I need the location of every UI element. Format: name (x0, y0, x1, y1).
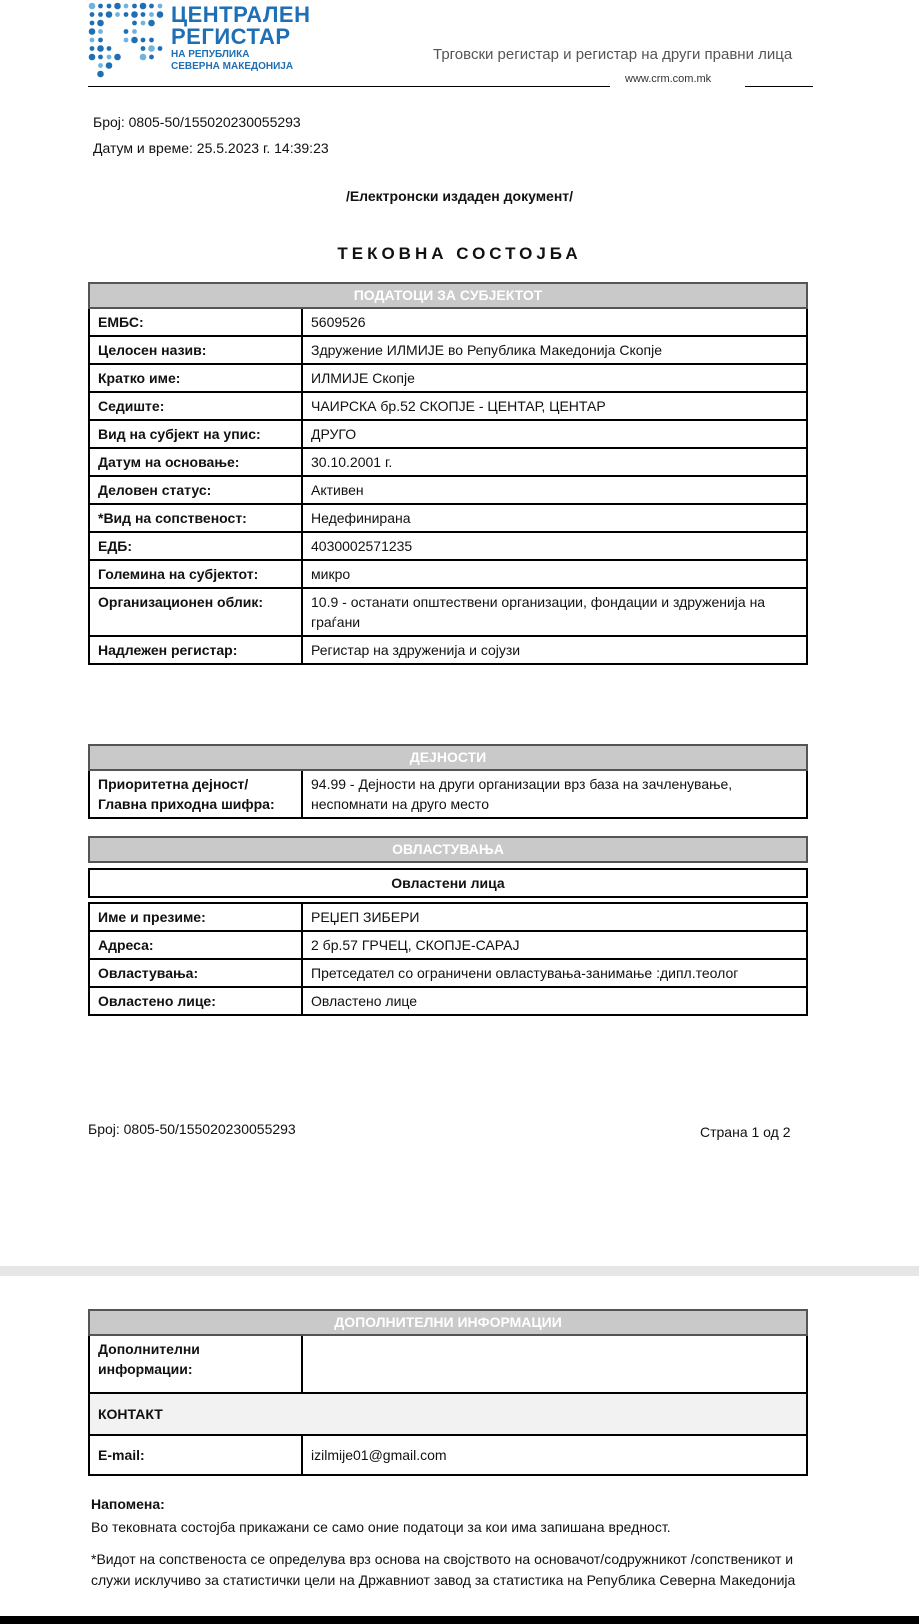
row-label: Овластувања: (89, 959, 302, 987)
table-row (89, 420, 807, 448)
row-value: ИЛМИЈЕ Скопје (302, 364, 807, 392)
table-row (89, 1335, 807, 1393)
table-row (89, 1393, 807, 1435)
contact-heading: КОНТАКТ (89, 1393, 807, 1435)
row-value: Регистар на здруженија и сојузи (302, 636, 807, 664)
row-value: Претседател со ограничени овластувања-занимање :дипл.теолог (302, 959, 807, 987)
row-label: Организационен облик: (89, 588, 302, 636)
authorizations-section-header: ОВЛАСТУВАЊА (89, 837, 807, 862)
table-row (89, 1435, 807, 1475)
row-label: Адреса: (89, 931, 302, 959)
logo-title-line2: РЕГИСТАР (171, 24, 291, 49)
table-row (89, 364, 807, 392)
document-number: Број: 0805-50/155020230055293 (93, 114, 301, 130)
table-row (89, 504, 807, 532)
row-label: Датум на основање: (89, 448, 302, 476)
row-label: Големина на субјектот: (89, 560, 302, 588)
table-row (89, 931, 807, 959)
row-value: 5609526 (302, 308, 807, 336)
activity-label-line1: Приоритетна дејност/ (98, 776, 249, 792)
note-ownership-text: *Видот на сопственоста се определува врз основа на својството на основачот/содружникот /сопственикот и служи исклучиво за статистички цели на Државниот завод за статистика на Република Северна Македонија (91, 1551, 796, 1588)
additional-info-label (89, 1335, 302, 1393)
footer-document-number: Број: 0805-50/155020230055293 (88, 1121, 296, 1137)
additional-info-section-header: ДОПОЛНИТЕЛНИ ИНФОРМАЦИИ (89, 1310, 807, 1335)
email-label: E-mail: (89, 1435, 302, 1475)
table-row (89, 903, 807, 931)
table-row (89, 308, 807, 336)
row-value: 30.10.2001 г. (302, 448, 807, 476)
row-label: Деловен статус: (89, 476, 302, 504)
row-label: ЕДБ: (89, 532, 302, 560)
logo-subtitle-line1: НА РЕПУБЛИКА (171, 49, 250, 60)
row-value: 4030002571235 (302, 532, 807, 560)
row-value: Активен (302, 476, 807, 504)
email-value: izilmije01@gmail.com (302, 1435, 807, 1475)
logo-title-line1: ЦЕНТРАЛЕН (171, 2, 311, 27)
row-value: Здружение ИЛМИЈЕ во Република Македонија Скопје (302, 336, 807, 364)
subject-section-header: ПОДАТОЦИ ЗА СУБЈЕКТОТ (89, 283, 807, 308)
row-value: ДРУГО (302, 420, 807, 448)
row-value: РЕЏЕП ЗИБЕРИ (302, 903, 807, 931)
electronic-document-note: /Електронски издаден документ/ (345, 188, 574, 204)
activity-label-line2: Главна приходна шифра: (98, 796, 275, 812)
row-value: Овластено лице (302, 987, 807, 1015)
row-value: 10.9 - останати општествени организации, фондации и здруженија на граѓани (302, 588, 807, 636)
table-row (89, 636, 807, 664)
bottom-bar (0, 1616, 919, 1624)
table-row (89, 987, 807, 1015)
additional-info-value (302, 1335, 807, 1393)
authorizations-table (88, 902, 808, 1016)
table-row (89, 392, 807, 420)
header-divider (88, 86, 610, 87)
row-label: Целосен назив: (89, 336, 302, 364)
note-title: Напомена: (91, 1496, 165, 1512)
activity-label (89, 770, 302, 818)
row-value: 2 бр.57 ГРЧЕЦ, СКОПЈЕ-САРАЈ (302, 931, 807, 959)
logo-dots-icon (88, 2, 164, 80)
row-label: Надлежен регистар: (89, 636, 302, 664)
activities-table (88, 744, 808, 819)
document-datetime: Датум и време: 25.5.2023 г. 14:39:23 (93, 140, 329, 156)
authorizations-header-table (88, 836, 808, 863)
row-label: Седиште: (89, 392, 302, 420)
register-url: www.crm.com.mk (625, 73, 712, 85)
table-row (89, 476, 807, 504)
subject-table (88, 282, 808, 665)
row-label: Име и презиме: (89, 903, 302, 931)
row-label: *Вид на сопственост: (89, 504, 302, 532)
page-title: ТЕКОВНА СОСТОЈБА (337, 244, 582, 263)
table-row (89, 588, 807, 636)
table-row (89, 532, 807, 560)
table-row (89, 448, 807, 476)
additional-info-label-line2: информации: (98, 1361, 193, 1377)
authorized-persons-subheader: Овластени лица (89, 869, 807, 897)
additional-info-table (88, 1309, 808, 1476)
table-row (89, 336, 807, 364)
page-number: Страна 1 од 2 (700, 1124, 791, 1140)
row-value: Недефинирана (302, 504, 807, 532)
table-row (89, 959, 807, 987)
page-break (0, 1266, 919, 1276)
note-text: Во тековната состојба прикажани се само оние податоци за кои има запишана вредност. (91, 1519, 671, 1535)
row-label: Кратко име: (89, 364, 302, 392)
additional-info-label-line1: Дополнителни (98, 1341, 200, 1357)
row-value: ЧАИРСКА бр.52 СКОПЈЕ - ЦЕНТАР, ЦЕНТАР (302, 392, 807, 420)
authorized-persons-subheader-table (88, 868, 808, 898)
row-label: ЕМБС: (89, 308, 302, 336)
row-value: микро (302, 560, 807, 588)
register-title: Трговски регистар и регистар на други правни лица (433, 46, 793, 63)
row-label: Овластено лице: (89, 987, 302, 1015)
table-row (89, 770, 807, 818)
header-divider-right (745, 86, 813, 87)
logo-subtitle-line2: СЕВЕРНА МАКЕДОНИЈА (171, 61, 294, 72)
activities-section-header: ДЕЈНОСТИ (89, 745, 807, 770)
activity-value: 94.99 - Дејности на други организации врз база на зачленување, неспомнати на друго место (302, 770, 807, 818)
row-label: Вид на субјект на упис: (89, 420, 302, 448)
table-row (89, 560, 807, 588)
